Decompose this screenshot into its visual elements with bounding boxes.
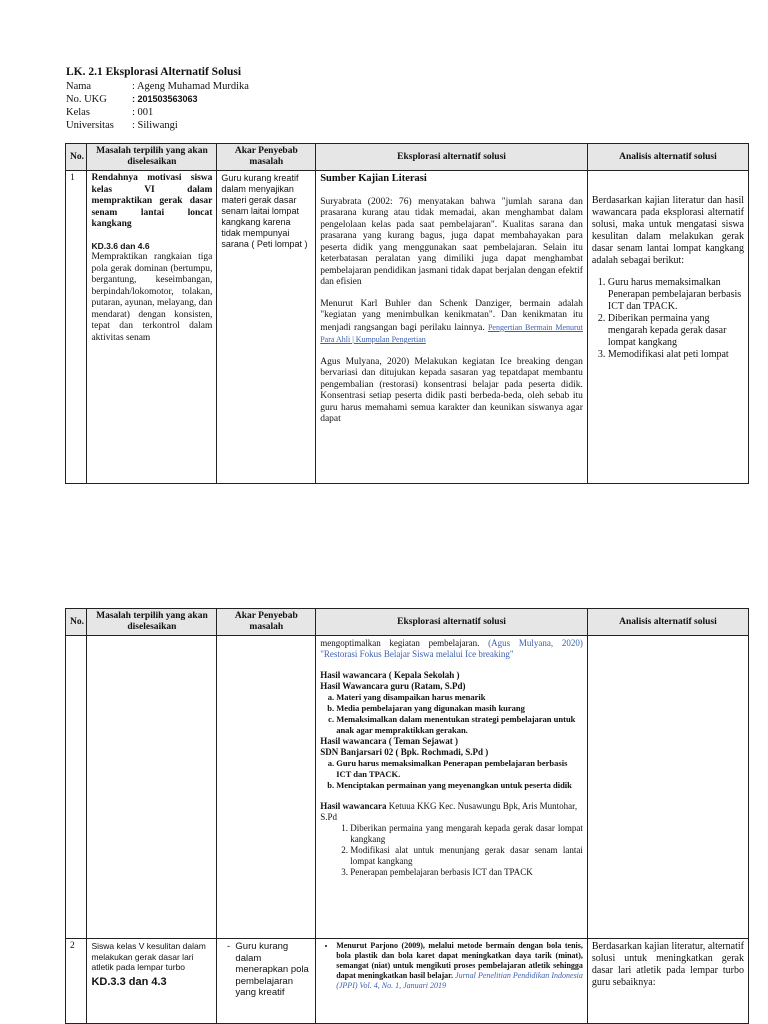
analisis-cell <box>587 636 748 939</box>
field-label: No. UKG <box>66 94 107 105</box>
field-value: : Siliwangi <box>132 120 178 131</box>
masalah-title: Siswa kelas V kesulitan dalam melakukan gerak dasar lari atletik pada lempar turbo <box>91 941 206 972</box>
paragraph-text: Menurut Parjono (2009), melalui metode bermain dengan bola tenis, bola plastik dan bola karet dapat meningkatkan daya tarik (minat), semangat (niat) untuk mengikuti proses pembelajaran atletik sehingga dapat meningkatkan hasil belajar. <box>336 941 583 980</box>
paragraph-text: mengoptimalkan kegiatan pembelajaran. <box>320 638 480 648</box>
spacer <box>320 660 583 670</box>
list-item: - Guru kurang dalam menerapkan pola pembelajaran yang kreatif <box>235 941 311 999</box>
field-label: Nama <box>66 81 92 92</box>
wawancara-sejawat-sub: SDN Banjarsari 02 ( Bpk. Rochmadi, S.Pd ) <box>320 747 489 757</box>
analisis-cell <box>587 171 748 484</box>
header-field-ukg <box>66 93 249 106</box>
table-header-row <box>66 609 749 636</box>
eksplorasi-cell <box>316 939 588 1024</box>
header-akar: Akar Penyebab masalah <box>217 144 316 171</box>
sejawat-list <box>320 758 583 791</box>
field-label: Kelas <box>66 107 90 118</box>
list-item: a. Guru harus memaksimalkan Penerapan pembelajaran berbasis ICT dan TPACK. <box>336 758 583 780</box>
solution-table-page-1 <box>65 143 749 484</box>
akar-cell <box>217 636 316 939</box>
list-item: 1. Guru harus memaksimalkan Penerapan pembelajaran berbasis ICT dan TPACK. <box>608 277 744 313</box>
list-item: 2. Diberikan permaina yang mengarah kepada gerak dasar lompat kangkang <box>608 313 744 349</box>
masalah-title: Rendahnya motivasi siswa kelas VI dalam mempraktikan gerak dasar senam lantai loncat kangkang <box>91 173 213 229</box>
header-masalah: Masalah terpilih yang akan diselesaikan <box>87 609 217 636</box>
kkg-list <box>320 823 583 878</box>
masalah-cell <box>87 939 217 1024</box>
masalah-kd: KD.3.6 dan 4.6 <box>91 240 150 251</box>
wawancara-kepsek-title: Hasil wawancara ( Kepala Sekolah ) <box>320 670 460 680</box>
wawancara-kepsek-sub: Hasil Wawancara guru (Ratam, S.Pd) <box>320 681 466 691</box>
eksplorasi-paragraph-3: Agus Mulyana, 2020) Melakukan kegiatan Ice breaking dengan bervariasi dan ditujukan kepada sasaran yag tepatdapat membantu pengembalian (restorasi) konsentrasi belajar pada peserta didik. Konsentrasi setiap peserta didik pasti berbeda-beda, oleh sebab itu guru harus memahami semua karakter dan keunikan siswanya agar dapat <box>320 356 583 424</box>
list-item: 2. Modifikasi alat untuk menunjang gerak dasar senam lantai lompat kangkang <box>350 845 583 867</box>
list-item: b. Media pembelajaran yang digunakan masih kurang <box>336 703 583 714</box>
kepsek-list <box>320 692 583 736</box>
eksplorasi-heading: Sumber Kajian Literasi <box>320 173 427 184</box>
reference-link[interactable]: Jurnal Penelitian Pendidikan Indonesia (JPPI) Vol. 4, No. 1, Januari 2019 <box>336 971 583 990</box>
wawancara-sejawat-title: Hasil wawancara ( Teman Sejawat ) <box>320 736 458 746</box>
wawancara-kkg-rest: Ketuua KKG Kec. Nusawungu Bpk, Aris Muntohar, S.Pd <box>320 801 578 822</box>
header-akar: Akar Penyebab masalah <box>217 609 316 636</box>
header-analisis: Analisis alternatif solusi <box>587 609 748 636</box>
eksplorasi-cell <box>316 636 588 939</box>
row-number: 1 <box>66 171 87 484</box>
header-no: No. <box>66 609 87 636</box>
header-field-universitas <box>66 119 249 132</box>
wawancara-kkg-title: Hasil wawancara <box>320 801 387 811</box>
eksplorasi-cell <box>316 171 588 484</box>
spacer <box>320 791 583 801</box>
reference-link[interactable]: Pengertian Bermain Menurut Para Ahli | Kumpulan Pengertian <box>320 322 583 344</box>
header-masalah: Masalah terpilih yang akan diselesaikan <box>87 144 217 171</box>
list-item: c. Memaksimalkan dalam menentukan strategi pembelajaran untuk anak agar mempraktikkan gerakan. <box>336 714 583 736</box>
eksplorasi-paragraph-1: Suryabrata (2002: 76) menyatakan bahwa "jumlah sarana dan prasarana kurang atau tidak memadai, akan menghambat dalam pengelolaan kelas pada saat pembelajaran". Kualitas sarana dan prasarana yang kurang bagus, juga dapat membahayakan para peserta didik yang menggunakan saat pembelajaran. Selain itu keterbatasan peralatan yang dimiliki juga dapat menghambat pembelajaran pendidikan jasmani tidak dapat berjalan dengan efektif dan efisien <box>320 196 583 287</box>
paragraph-text: Menurut Karl Buhler dan Schenk Danziger, bermain adalah "kegiatan yang menimbulkan kenikmatan". Dan kenikmatan itu menjadi rangsangan bagi perilaku lainnya. <box>320 298 583 333</box>
masalah-desc: Mempraktikan rangkaian tiga pola gerak dominan (bertumpu, bergantung, keseimbangan, berpindah/lokomotor, tolakan, putaran, ayunan, melayang, dan mendarat) dengan konsisten, tepat dan terkontrol dalam aktivitas senam <box>91 252 213 343</box>
analisis-list <box>592 277 744 361</box>
table-row <box>66 939 749 1024</box>
row-number: 2 <box>66 939 87 1024</box>
reference-link[interactable]: (Agus Mulyana, 2020) "Restorasi Fokus Belajar Siswa melalui Ice breaking" <box>320 638 583 659</box>
field-value: : 201503563063 <box>132 94 198 104</box>
eksplorasi-continued <box>320 638 583 660</box>
eksplorasi-paragraph-2 <box>320 299 583 347</box>
field-value: : 001 <box>132 107 154 118</box>
wawancara-kkg <box>320 801 583 823</box>
field-value: : Ageng Muhamad Murdika <box>132 81 249 92</box>
spacer <box>320 347 583 357</box>
header-no: No. <box>66 144 87 171</box>
akar-cell: Guru kurang kreatif dalam menyajikan materi gerak dasar senam laitai lompat kangkang karena tidak mempunyai sarana ( Peti lompat ) <box>217 171 316 484</box>
header-eksplorasi: Eksplorasi alternatif solusi <box>316 144 588 171</box>
row-number <box>66 636 87 939</box>
masalah-cell <box>87 636 217 939</box>
eksplorasi-list <box>320 941 583 991</box>
list-item: 3. Penerapan pembelajaran berbasis ICT dan TPACK <box>350 867 583 878</box>
akar-cell <box>217 939 316 1024</box>
list-item: b. Menciptakan permainan yang meyenangkan untuk peserta didik <box>336 780 583 791</box>
header-analisis: Analisis alternatif solusi <box>587 144 748 171</box>
analisis-intro: Berdasarkan kajian literatur dan hasil wawancara pada eksplorasi alternatif solusi, maka untuk mengatasi siswa kesulitan dalam melakukan gerak dasar senam lantai lompat kangkang adalah sebagai berikut: <box>591 195 744 266</box>
list-item: 1. Diberikan permaina yang mengarah kepada gerak dasar lompat kangkang <box>350 823 583 845</box>
masalah-cell <box>87 171 217 484</box>
document-title: LK. 2.1 Eksplorasi Alternatif Solusi <box>66 66 242 78</box>
header-field-nama <box>66 80 249 93</box>
document-header <box>66 66 249 132</box>
list-item: a. Materi yang disampaikan harus menarik <box>336 692 583 703</box>
table-header-row <box>66 144 749 171</box>
header-field-kelas <box>66 106 249 119</box>
list-item <box>336 941 583 991</box>
analisis-cell: Berdasarkan kajian literatur, alternatif solusi untuk meningkatkan gerak dasar lari atletik pada lempar turbo guru sebaiknya: <box>587 939 748 1024</box>
table-row <box>66 636 749 939</box>
solution-table-page-2 <box>65 608 749 1024</box>
field-label: Universitas <box>66 120 114 131</box>
spacer <box>320 289 583 299</box>
table-row <box>66 171 749 484</box>
header-eksplorasi: Eksplorasi alternatif solusi <box>316 609 588 636</box>
list-item: 3. Memodifikasi alat peti lompat <box>608 349 744 361</box>
akar-list <box>221 941 311 999</box>
masalah-kd: KD.3.3 dan 4.3 <box>91 975 167 988</box>
